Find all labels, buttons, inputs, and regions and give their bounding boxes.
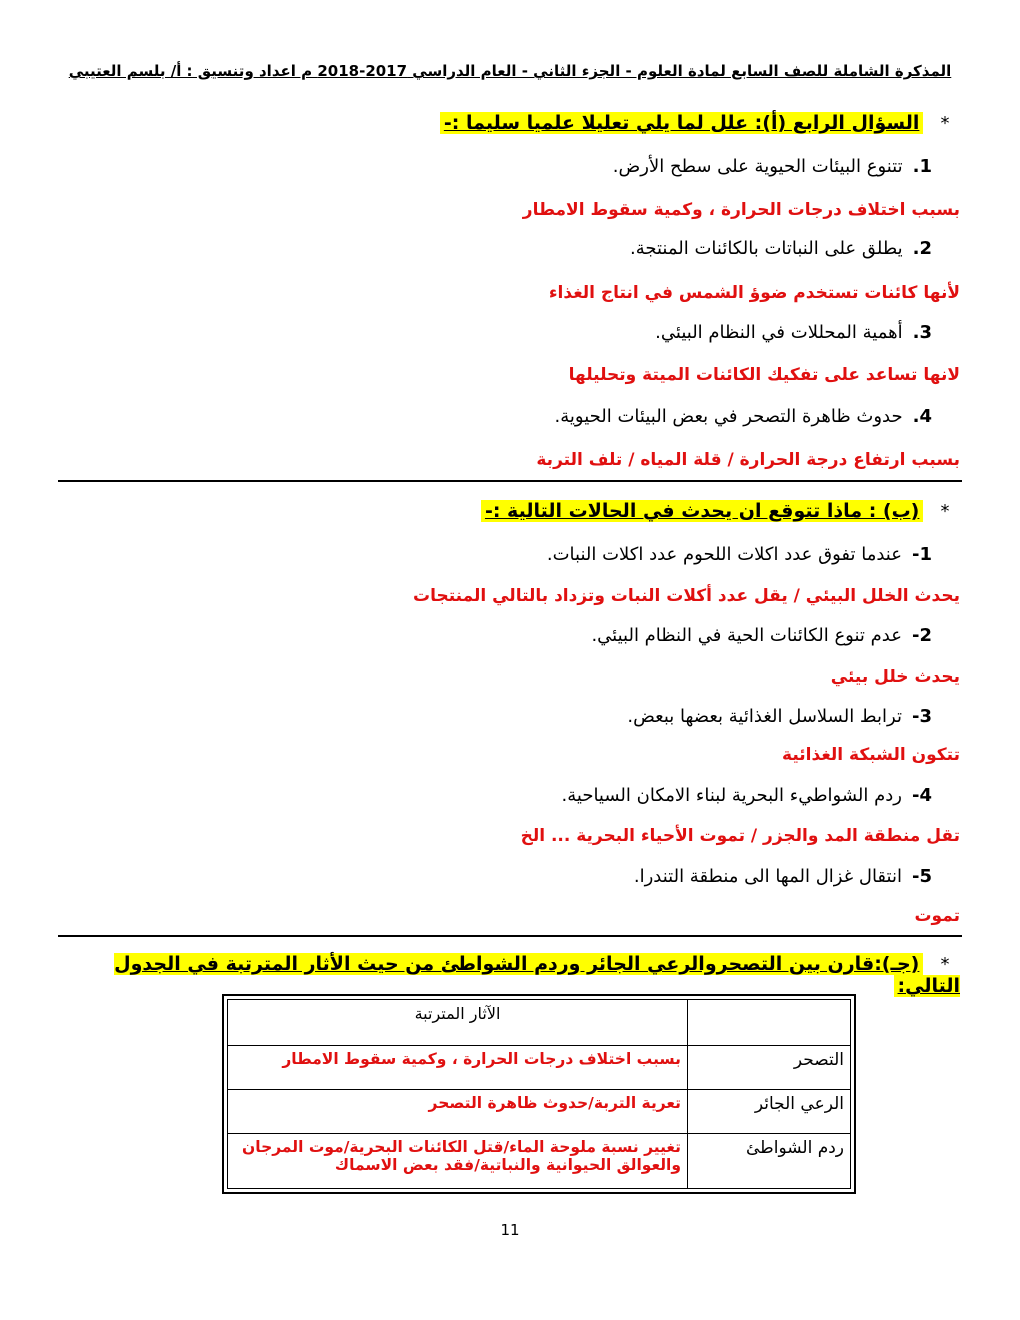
row-label: التصحر — [688, 1046, 851, 1090]
question-b-item-3: 3-ترابط السلاسل الغذائية بعضها ببعض. — [627, 706, 932, 727]
question-a-answer-3: لانها تساعد على تفكيك الكائنات الميتة وتحليلها — [568, 365, 960, 385]
question-a-item-3: 3.أهمية المحللات في النظام البيئي. — [655, 322, 932, 343]
table-header-effects: الآثار المترتبة — [228, 1000, 688, 1046]
divider — [58, 480, 962, 482]
row-effect: تغيير نسبة ملوحة الماء/قتل الكائنات البحرية/موت المرجان والعوالق الحيوانية والنباتية/فقد بعض الاسماك — [228, 1134, 688, 1189]
comparison-table — [222, 994, 856, 1194]
row-effect: بسبب اختلاف درجات الحرارة ، وكمية سقوط الامطار — [228, 1046, 688, 1090]
question-c-title: (جـ):قارن بين التصحروالرعي الجائر وردم الشواطئ من حيث الأثار المترتبة في الجدول التالي: — [114, 953, 960, 997]
question-a-answer-4: بسبب ارتفاع درجة الحرارة / قلة المياه / تلف التربة — [536, 450, 960, 470]
question-a-answer-2: لأنها كائنات تستخدم ضوؤ الشمس في انتاج الغذاء — [548, 283, 960, 303]
bullet-star-icon: * — [940, 113, 950, 134]
question-a-item-4: 4.حدوث ظاهرة التصحر في بعض البيئات الحيوية. — [554, 406, 932, 427]
question-c-heading — [60, 953, 960, 997]
row-label: الرعي الجائر — [688, 1090, 851, 1134]
question-b-item-2: 2-عدم تنوع الكائنات الحية في النظام البيئي. — [591, 625, 932, 646]
bullet-star-icon: * — [940, 954, 950, 975]
question-b-title: (ب) : ماذا تتوقع ان يحدث في الحالات التالية :- — [481, 500, 923, 522]
row-effect: تعرية التربة/حدوث ظاهرة التصحر — [228, 1090, 688, 1134]
table-row — [228, 1090, 851, 1134]
question-b-answer-3: تتكون الشبكة الغذائية — [782, 745, 960, 765]
question-a-title: السؤال الرابع (أ): علل لما يلي تعليلا علميا سليما :- — [440, 112, 924, 134]
question-a-item-2: 2.يطلق على النباتات بالكائنات المنتجة. — [629, 238, 932, 259]
divider — [58, 935, 962, 937]
question-b-item-1: 1-عندما تفوق عدد اكلات اللحوم عدد اكلات النبات. — [546, 544, 932, 565]
question-b-heading — [60, 500, 960, 522]
page-header: المذكرة الشاملة للصف السابع لمادة العلوم - الجزء الثاني - العام الدراسي 2017-2018 م اعداد وتنسيق : أ/ بلسم العتيبي — [68, 62, 952, 80]
question-b-item-4: 4-ردم الشواطيء البحرية لبناء الامكان السياحية. — [561, 785, 932, 806]
question-b-answer-1: يحدث الخلل البيئي / يقل عدد أكلات النبات وتزداد بالتالي المنتجات — [412, 586, 960, 606]
question-b-item-5: 5-انتقال غزال المها الى منطقة التندرا. — [633, 866, 932, 887]
bullet-star-icon: * — [940, 501, 950, 522]
question-a-answer-1: بسبب اختلاف درجات الحرارة ، وكمية سقوط الامطار — [522, 200, 960, 220]
row-label: ردم الشواطئ — [688, 1134, 851, 1189]
question-a-heading — [60, 112, 960, 134]
question-b-answer-5: تموت — [914, 906, 960, 926]
question-a-item-1: 1.تتنوع البيئات الحيوية على سطح الأرض. — [612, 156, 932, 177]
question-b-answer-4: تقل منطقة المد والجزر / تموت الأحياء البحرية ... الخ — [520, 826, 960, 846]
question-b-answer-2: يحدث خلل بيئي — [830, 667, 960, 687]
table-row — [228, 1134, 851, 1189]
table-row — [228, 1046, 851, 1090]
table-corner-cell — [688, 1000, 851, 1046]
page-number: 11 — [500, 1221, 520, 1239]
